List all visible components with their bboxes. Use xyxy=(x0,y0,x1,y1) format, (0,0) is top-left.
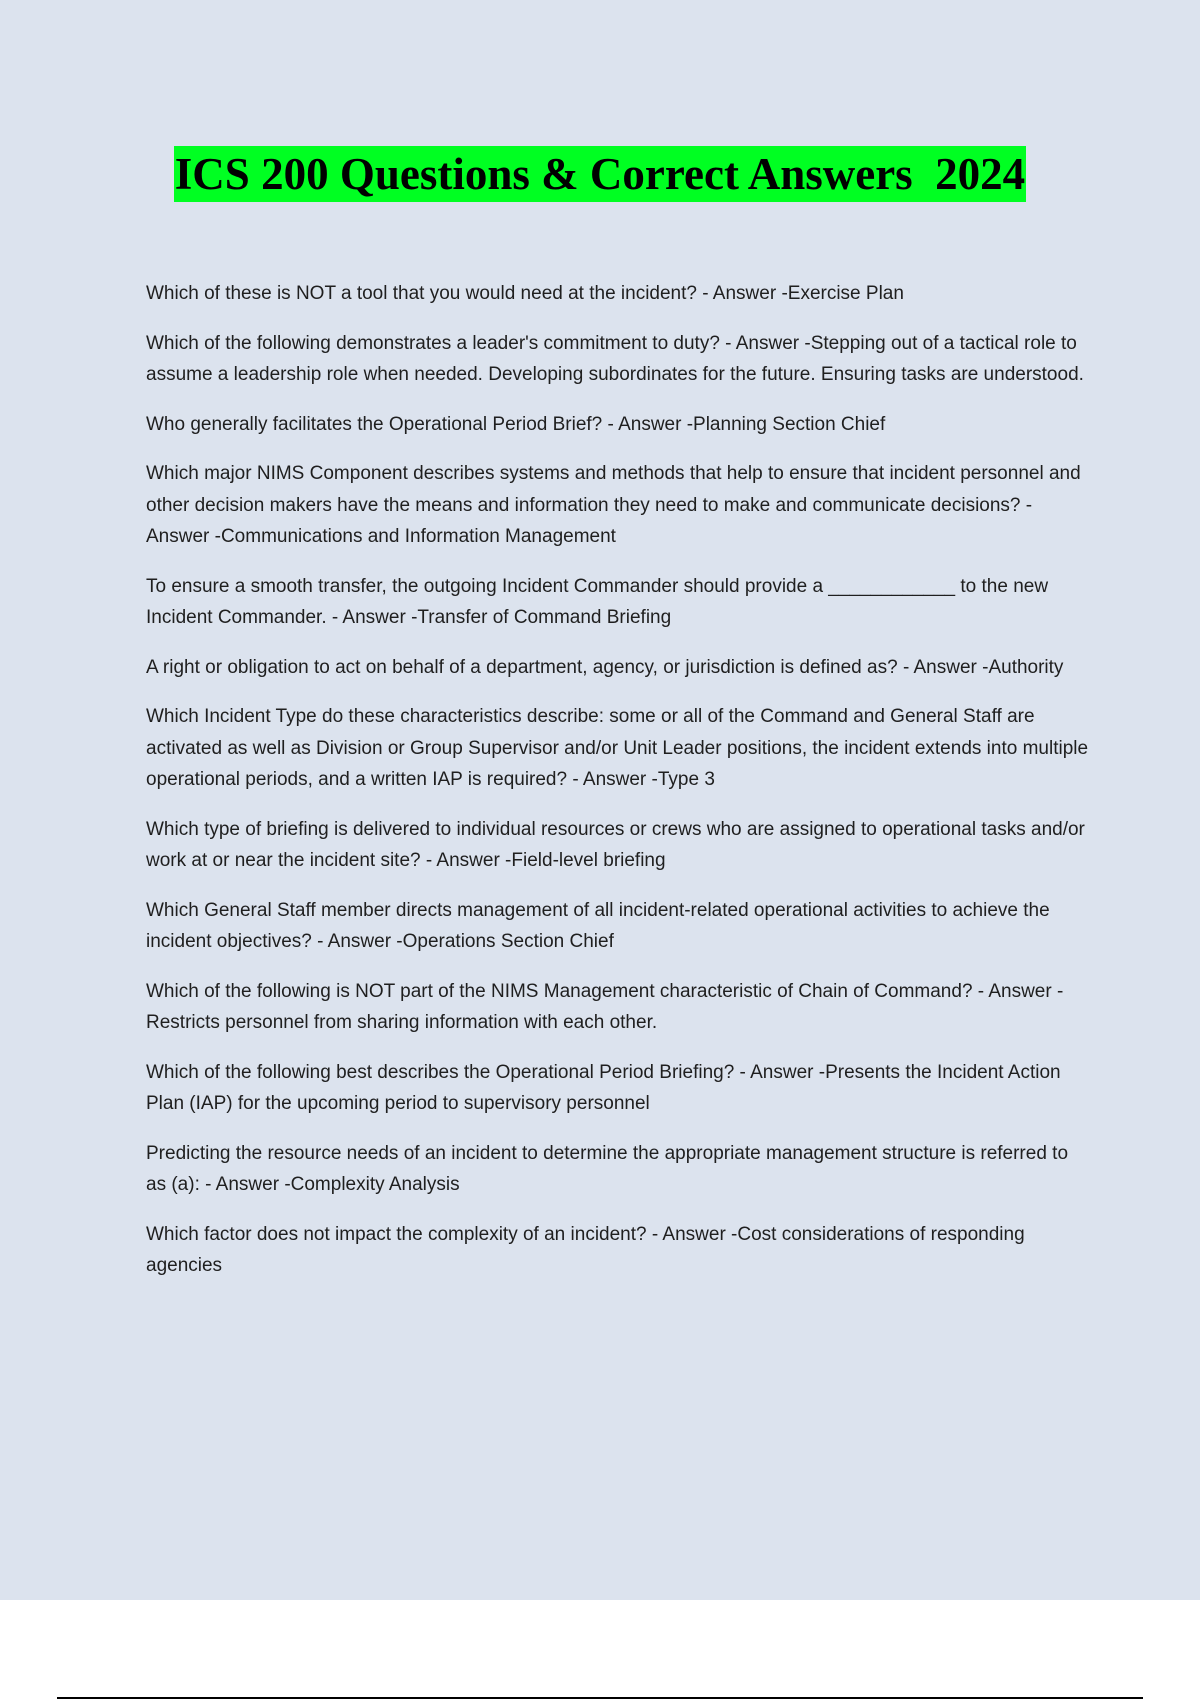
qa-item: Who generally facilitates the Operational Period Brief? - Answer -Planning Section Chief xyxy=(146,413,886,435)
document-title: ICS 200 Questions & Correct Answers 2024 xyxy=(174,146,1026,202)
qa-item: Which type of briefing is delivered to individual resources or crews who are assigned to operational tasks and/or work at or near the incident site? - Answer -Field-level briefing xyxy=(146,818,1085,871)
qa-item: Predicting the resource needs of an incident to determine the appropriate management structure is referred to as (a): - Answer -Complexity Analysis xyxy=(146,1142,1069,1195)
qa-item: Which of the following is NOT part of the NIMS Management characteristic of Chain of Command? - Answer -Restricts personnel from sharing information with each other. xyxy=(146,980,1064,1033)
qa-list xyxy=(146,278,1090,1300)
qa-item: Which of these is NOT a tool that you would need at the incident? - Answer -Exercise Plan xyxy=(146,283,904,304)
qa-item: To ensure a smooth transfer, the outgoing Incident Commander should provide a ____________ to the new Incident Commander. - Answer -Transfer of Command Briefing xyxy=(146,575,1049,628)
qa-item: Which major NIMS Component describes systems and methods that help to ensure that incident personnel and other decision makers have the means and information they need to make and communicate decisions? - Answer -Communications and Information Management xyxy=(146,463,1081,547)
qa-item: Which of the following demonstrates a leader's commitment to duty? - Answer -Stepping out of a tactical role to assume a leadership role when needed. Developing subordinates for the future. Ensuring tasks are understood. xyxy=(146,332,1084,385)
title-container xyxy=(0,146,1200,202)
qa-item: Which of the following best describes the Operational Period Briefing? - Answer -Presents the Incident Action Plan (IAP) for the upcoming period to supervisory personnel xyxy=(146,1061,1061,1114)
qa-item: A right or obligation to act on behalf of a department, agency, or jurisdiction is defined as? - Answer -Authority xyxy=(146,656,1064,678)
qa-item: Which General Staff member directs management of all incident-related operational activities to achieve the incident objectives? - Answer -Operations Section Chief xyxy=(146,899,1050,952)
qa-item: Which Incident Type do these characteristics describe: some or all of the Command and General Staff are activated as well as Division or Group Supervisor and/or Unit Leader positions, the incident extends into multiple operational periods, and a written IAP is required? - Answer -Type 3 xyxy=(146,706,1089,790)
qa-item: Which factor does not impact the complexity of an incident? - Answer -Cost considerations of responding agencies xyxy=(146,1223,1025,1276)
footer-divider xyxy=(57,1697,1143,1699)
